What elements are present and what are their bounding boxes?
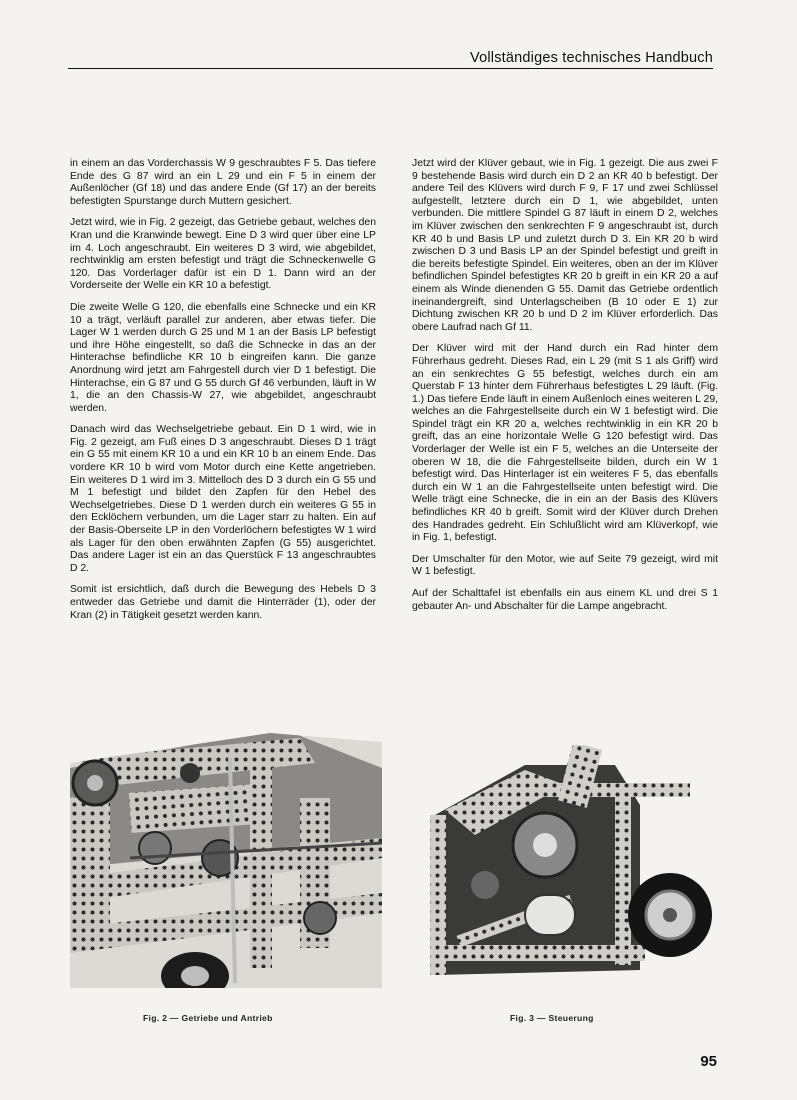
paragraph: Auf der Schalttafel ist ebenfalls ein aus einem KL und drei S 1 gebauter An- und Abschalter für die Lampe angebracht.	[412, 588, 718, 612]
paragraph: in einem an das Vorderchassis W 9 geschraubtes F 5. Das tiefere Ende des G 87 wird an ein L 29 und ein F 5 in einem der Außenlöcher (Gf 18) und das andere Ende (Gf 17) an der bereits befestigten Spurstange durch Muttern gesichert.	[70, 158, 376, 207]
paragraph: Jetzt wird der Klüver gebaut, wie in Fig. 1 gezeigt. Die aus zwei F 9 bestehende Basis wird durch ein D 2 an KR 40 b befestigt. Der andere Teil des Klüvers wird durch F 9, F 17 und zwei Schlüssel aufgestellt, letztere durch ein D 1, wie abgebildet, unten verbunden. Die mittlere Spindel G 87 läuft in einem D 2, welches im Klüver zwischen den senkrechten F 9 angeschraubt ist, durch KR 40 b und Basis LP und zuletzt durch D 3. Ein KR 20 b wird zwischen D 3 und Basis LP an der Spindel befestigt und greift in die bereits befestigte Spindel. Ein weiteres, oben an der im Klüver befindlichen Spindel befestigtes KR 20 b greift in ein KR 20 a auf einem als Winde dienenden G 55. Damit das Getriebe ordentlich ineinandergreift, sind Unterlagscheiben (B 10 oder E 1) zur Dichtung zwischen KR 20 b und D 2 im Klüver erforderlich. Das obere Laufrad nach Gf 11.	[412, 158, 718, 333]
paragraph: Die zweite Welle G 120, die ebenfalls eine Schnecke und ein KR 10 a trägt, verläuft parallel zur anderen, aber etwas tiefer. Die Lager W 1 werden durch G 25 und M 1 an der Basis LP befestigt und ihre Höhe eingestellt, so daß die Schnecke in das an der Hinterachse befindliche KR 10 b eingreifen kann. Die ganze Anordnung wird jetzt am Fahrgestell durch vier D 1 befestigt. Die Hinterachse, ein G 87 und G 55 durch Gf 46 verbunden, läuft in W 1, die an den Chassis-W 27, wie abgebildet, angeschraubt werden.	[70, 301, 376, 414]
header-rule	[68, 68, 713, 69]
paragraph: Der Umschalter für den Motor, wie auf Seite 79 gezeigt, wird mit W 1 befestigt.	[412, 553, 718, 578]
left-text-column	[70, 158, 376, 631]
page-number: 95	[700, 1053, 717, 1070]
figure-3-caption: Fig. 3 — Steuerung	[510, 1013, 594, 1023]
paragraph: Somit ist ersichtlich, daß durch die Bewegung des Hebels D 3 entweder das Getriebe und damit die Hinterräder (1), oder der Kran (2) in Tätigkeit gesetzt werden kann.	[70, 584, 376, 621]
figure-2-caption: Fig. 2 — Getriebe und Antrieb	[143, 1013, 273, 1023]
figure-2-photo	[70, 728, 382, 988]
paragraph: Danach wird das Wechselgetriebe gebaut. Ein D 1 wird, wie in Fig. 2 gezeigt, am Fuß eines D 3 angeschraubt. Dieses D 1 trägt ein G 55 mit einem KR 10 a und ein KR 10 b an einem Ende. Das vordere KR 10 b wird vom Motor durch eine Kette angetrieben. Ein weiteres D 1 wird im 3. Mittelloch des D 3 durch ein G 55 und M 1 befestigt und bildet den Zapfen für den Hebel des Wechselgetriebes. Diese D 1 werden durch ein weiteres G 55 in den Ecklöchern verbunden, um die Lager starr zu halten. Ein auf der Basis-Oberseite LP in den Vorderlöchern befestigtes W 1 wird als Lager für den oben erwähnten Zapfen (G 55) ausgerichtet. Das andere Lager ist ein an das Querstück F 13 angeschraubtes D 2.	[70, 424, 376, 574]
figure-3-photo	[415, 745, 715, 990]
right-text-column	[412, 158, 718, 622]
paragraph: Der Klüver wird mit der Hand durch ein Rad hinter dem Führerhaus gedreht. Dieses Rad, ein L 29 (mit S 1 als Griff) wird an ein senkrechtes G 55 befestigt, welches durch ein am Querstab F 13 hinter dem Führerhaus befestigtes L 29 läuft. (Fig. 1.) Das tiefere Ende läuft in einem Außenloch eines weiteren L 29, welches an die Fahrgestellseite durch ein W 1 befestigt wird. Die Spindel trägt ein KR 20 a, welches rechtwinklig in ein KR 20 b greift, das an eine horizontale Welle G 120 befestigt wird. Das Vorderlager der Welle ist ein F 5, welches an die Unterseite der oberen W 18, die die Fahrgestellseite bilden, durch ein W 1 befestigt wird. Das Hinterlager ist ein weiteres F 5, das ebenfalls durch ein W 1 an die Fahrgestellseite unten befestigt wird. Die Welle trägt eine Schnecke, die in ein an der Basis des Klüvers befindliches KR 40 b greift. Somit wird der Klüver durch Drehen des Handrades gedreht. Ein Schlußlicht wird am Klüverkopf, wie in Fig. 1, befestigt.	[412, 343, 718, 544]
page-header-title: Vollständiges technisches Handbuch	[470, 50, 713, 66]
paragraph: Jetzt wird, wie in Fig. 2 gezeigt, das Getriebe gebaut, welches den Kran und die Kranwinde bewegt. Eine D 3 wird quer über eine LP im 4. Loch angeschraubt. Ein weiteres D 3 wird, wie abgebildet, rechtwinklig am ersten befestigt und trägt die Schneckenwelle G 120. Das Vorderlager dafür ist ein D 1. Dann wird an der Vorderseite der Welle ein KR 10 a befestigt.	[70, 217, 376, 292]
